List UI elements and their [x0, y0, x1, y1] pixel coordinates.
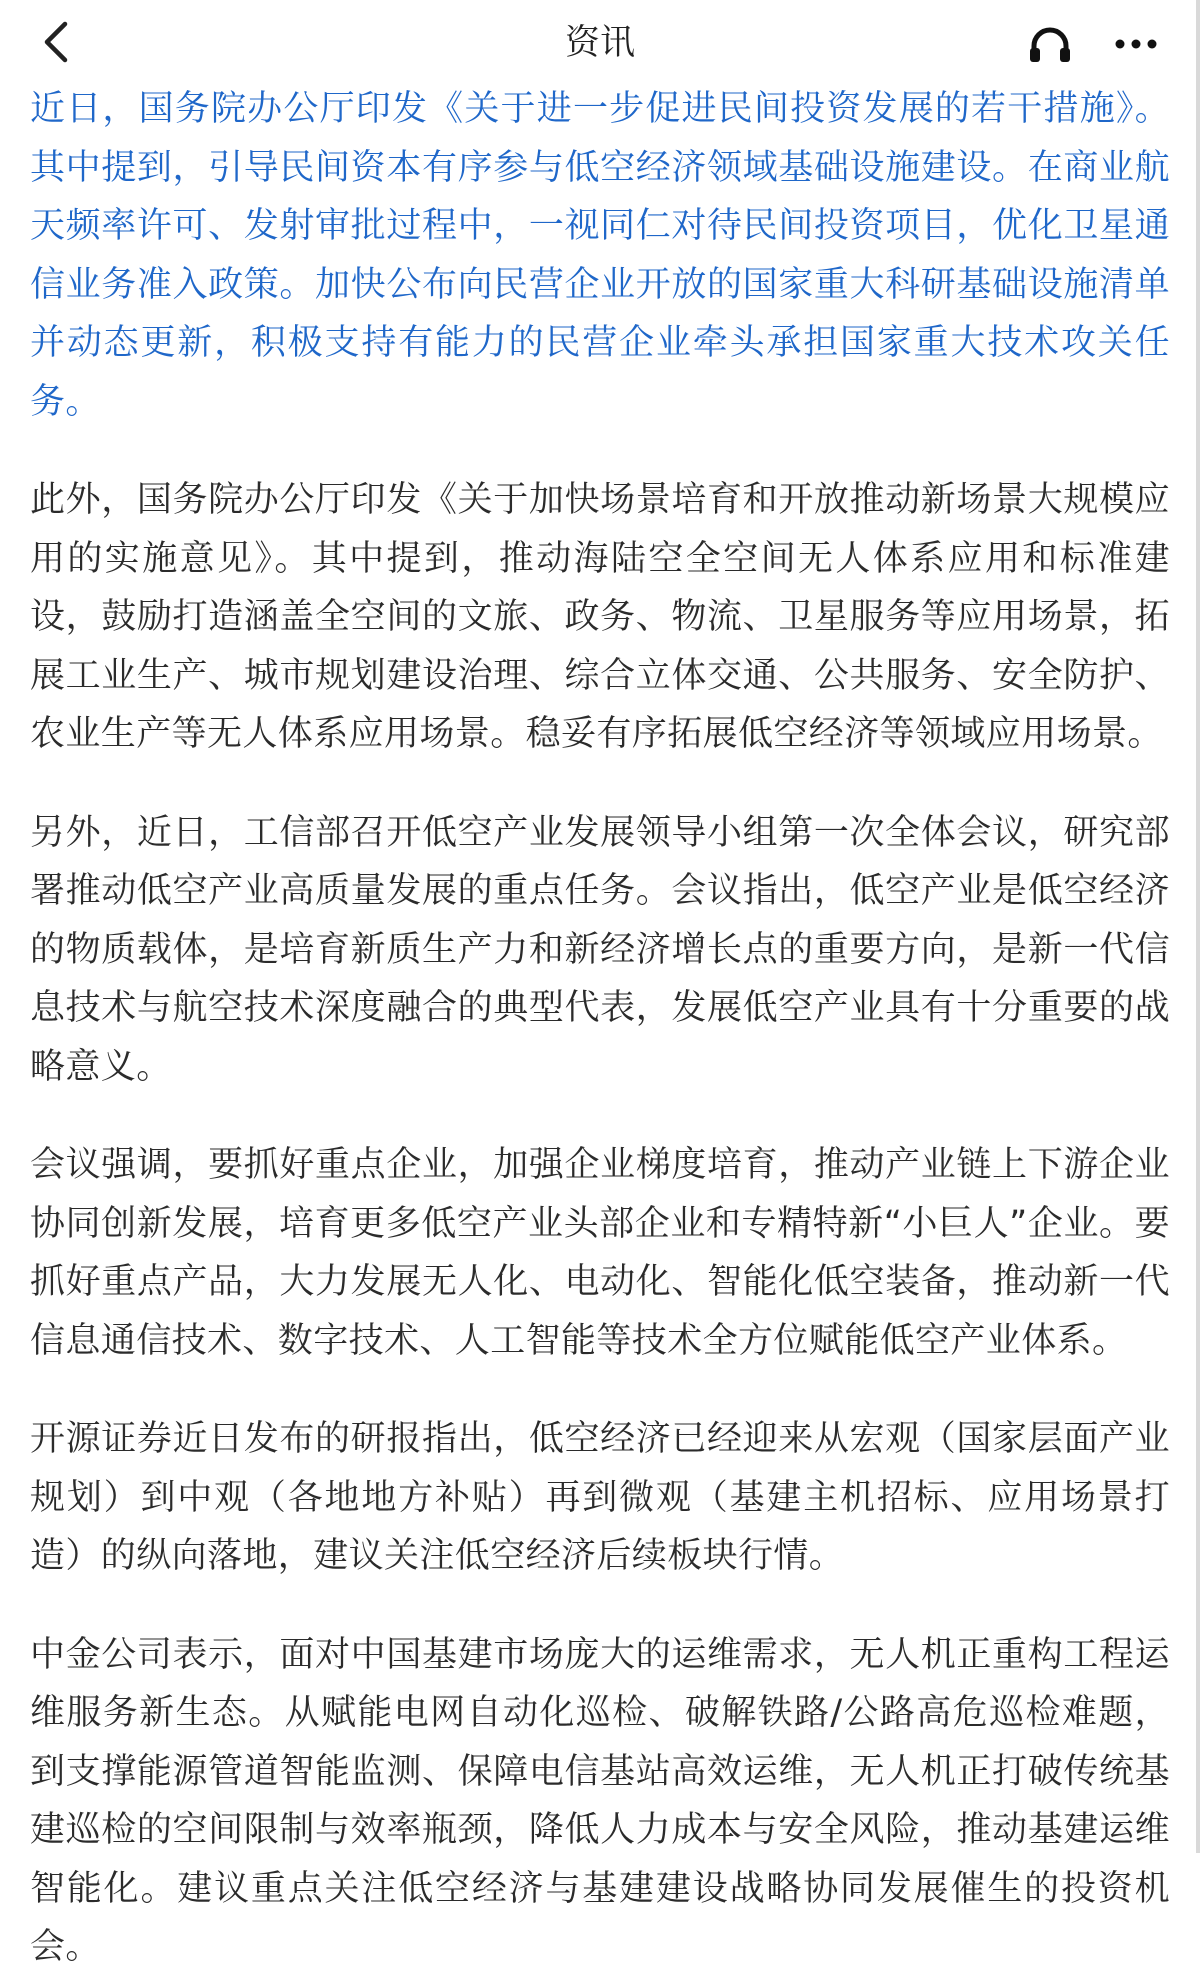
article-paragraph: 开源证券近日发布的研报指出，低空经济已经迎来从宏观（国家层面产业规划）到中观（各地地方补贴）再到微观（基建主机招标、应用场景打造）的纵向落地，建议关注低空经济后续板块行情。 — [30, 1419, 1170, 1576]
article-paragraph: 会议强调，要抓好重点企业，加强企业梯度培育，推动产业链上下游企业协同创新发展，培育更多低空产业头部企业和专精特新“小巨人”企业。要抓好重点产品，大力发展无人化、电动化、智能化低空装备，推动新一代信息通信技术、数字技术、人工智能等技术全方位赋能低空产业体系。 — [30, 1145, 1170, 1361]
article-paragraph-highlighted: 近日，国务院办公厅印发《关于进一步促进民间投资发展的若干措施》。其中提到，引导民间资本有序参与低空经济领域基础设施建设。在商业航天频率许可、发射审批过程中，一视同仁对待民间投资项目，优化卫星通信业务准入政策。加快公布向民营企业开放的国家重大科研基础设施清单并动态更新，积极支持有能力的民营企业牵头承担国家重大技术攻关任务。 — [30, 89, 1170, 422]
back-button[interactable] — [28, 14, 84, 70]
scroll-edge — [1196, 0, 1200, 1853]
article-body — [30, 80, 1170, 1977]
headphones-icon — [1028, 24, 1072, 64]
more-button[interactable] — [1100, 16, 1172, 72]
article-paragraph: 中金公司表示，面对中国基建市场庞大的运维需求，无人机正重构工程运维服务新生态。从赋能电网自动化巡检、破解铁路/公路高危巡检难题，到支撑能源管道智能监测、保障电信基站高效运维，无人机正打破传统基建巡检的空间限制与效率瓶颈，降低人力成本与安全风险，推动基建运维智能化。建议重点关注低空经济与基建建设战略协同发展催生的投资机会。 — [30, 1634, 1170, 1967]
article-paragraph: 另外，近日，工信部召开低空产业发展领导小组第一次全体会议，研究部署推动低空产业高质量发展的重点任务。会议指出，低空产业是低空经济的物质载体，是培育新质生产力和新经济增长点的重要方向，是新一代信息技术与航空技术深度融合的典型代表，发展低空产业具有十分重要的战略意义。 — [30, 812, 1170, 1087]
more-horizontal-icon — [1114, 38, 1158, 50]
page-title: 资讯 — [564, 23, 635, 63]
listen-button[interactable] — [1020, 16, 1080, 72]
top-nav-bar — [0, 0, 1200, 86]
chevron-left-icon — [41, 21, 71, 63]
article-paragraph: 此外，国务院办公厅印发《关于加快场景培育和开放推动新场景大规模应用的实施意见》。其中提到，推动海陆空全空间无人体系应用和标准建设，鼓励打造涵盖全空间的文旅、政务、物流、卫星服务等应用场景，拓展工业生产、城市规划建设治理、综合立体交通、公共服务、安全防护、农业生产等无人体系应用场景。稳妥有序拓展低空经济等领域应用场景。 — [30, 480, 1170, 754]
